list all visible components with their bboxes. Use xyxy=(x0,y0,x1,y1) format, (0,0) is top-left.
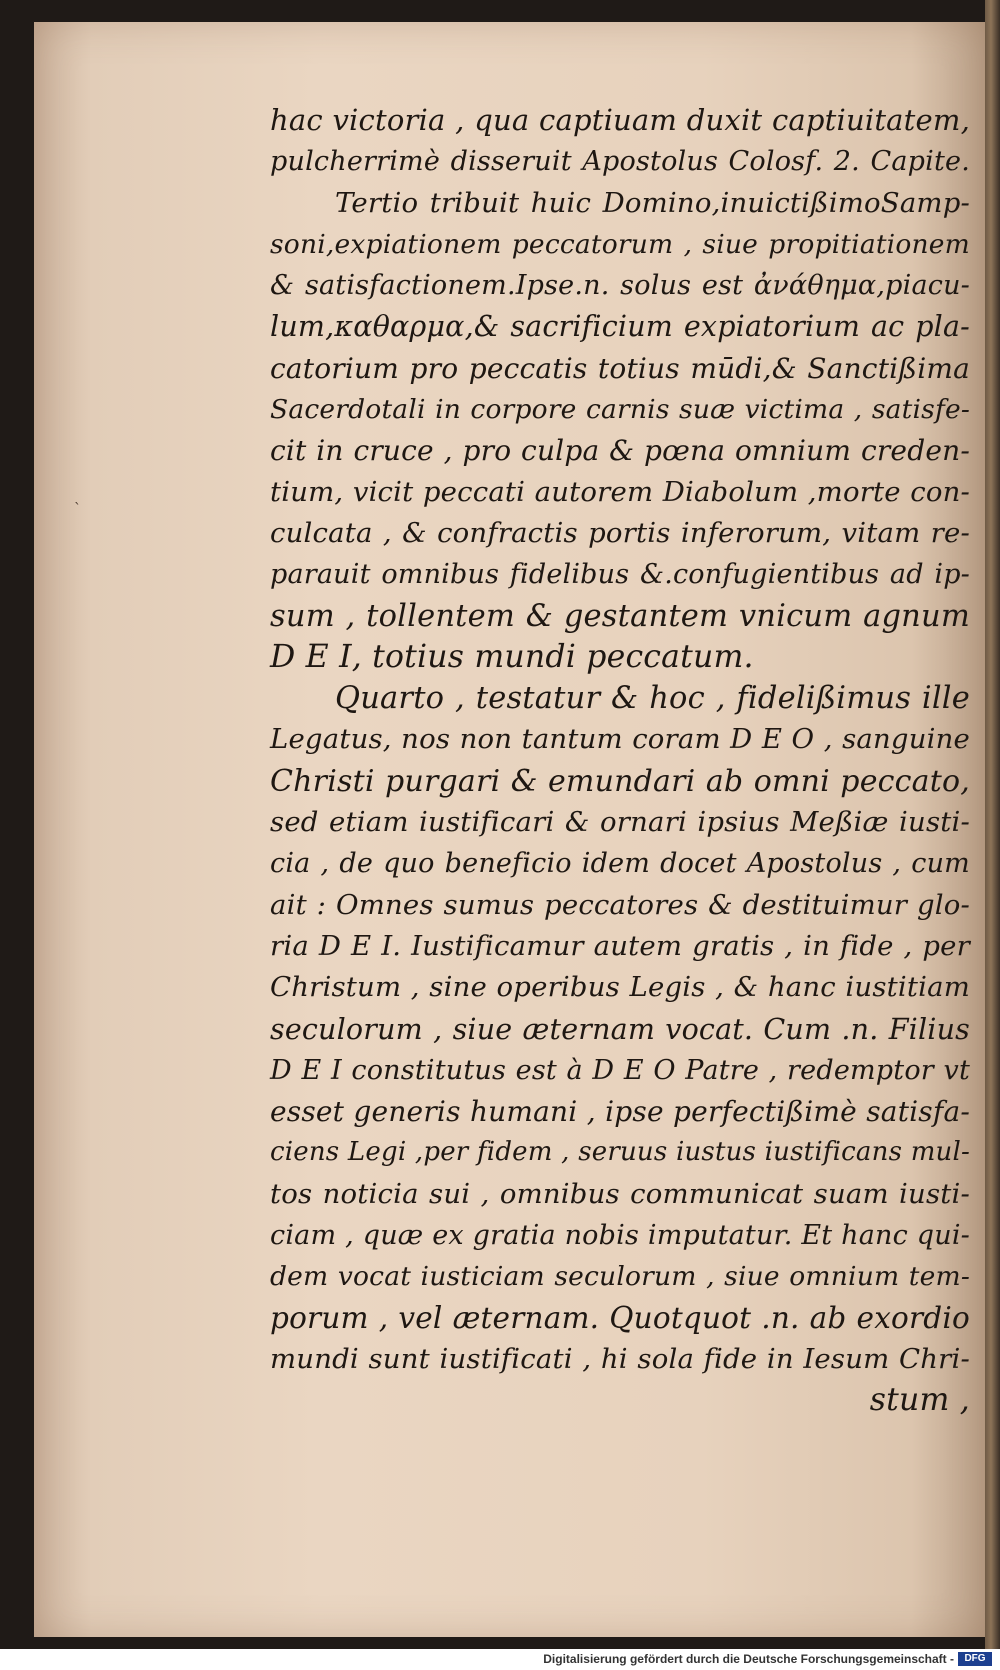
text-line: soni,expiationem peccatorum , siue propitiationem xyxy=(270,228,970,260)
text-line: mundi sunt iustificati , hi sola fide in Iesum Chri- xyxy=(270,1342,970,1375)
margin-mark: ˎ xyxy=(74,489,81,505)
text-line: ait : Omnes sumus peccatores & destituimur glo- xyxy=(270,888,970,921)
catchword: stum , xyxy=(869,1382,970,1419)
text-line: pulcherrimè disseruit Apostolus Colosf. 2. Capite. xyxy=(270,146,970,178)
text-line: D E I, totius mundi peccatum. xyxy=(270,638,754,675)
text-line: dem vocat iusticiam seculorum , siue omnium tem- xyxy=(270,1261,970,1293)
text-line: cia , de quo beneficio idem docet Apostolus , cum xyxy=(270,848,970,880)
text-line: & satisfactionem.Ipse.n. solus est ἀνάθημα,piacu- xyxy=(270,270,970,302)
dfg-logo-icon: DFG xyxy=(958,1652,992,1666)
text-line: esset generis humani , ipse perfectißimè satisfa- xyxy=(270,1095,970,1129)
digitization-footer xyxy=(0,1649,1000,1670)
text-line: catorium pro peccatis totius mūdi,& Sanctißima xyxy=(270,351,970,385)
text-line: sum , tollentem & gestantem vnicum agnum xyxy=(270,598,970,634)
text-line: culcata , & confractis portis inferorum, vitam re- xyxy=(270,516,970,549)
text-line: sed etiam iustificari & ornari ipsius Meßiæ iusti- xyxy=(270,806,970,839)
text-line: parauit omnibus fidelibus &.confugientibus ad ip- xyxy=(270,559,970,591)
text-line: ciens Legi ,per fidem , seruus iustus iustificans mul- xyxy=(270,1137,970,1168)
text-line: lum,καθαρμα,& sacrificium expiatorium ac pla- xyxy=(270,310,970,344)
text-line: Legatus, nos non tantum coram D E O , sanguine xyxy=(270,723,970,756)
text-line: tium, vicit peccati autorem Diabolum ,morte con- xyxy=(270,475,970,508)
text-line: D E I constitutus est à D E O Patre , redemptor vt xyxy=(270,1054,970,1086)
footer-credit: Digitalisierung gefördert durch die Deutsche Forschungsgemeinschaft - xyxy=(543,1652,954,1666)
text-line: porum , vel æternam. Quotquot .n. ab exordio xyxy=(270,1300,970,1335)
text-line: Quarto , testatur & hoc , fidelißimus ille xyxy=(335,681,970,717)
text-line: Sacerdotali in corpore carnis suæ victima , satisfe- xyxy=(270,394,970,426)
text-line: seculorum , siue æternam vocat. Cum .n. Filius xyxy=(270,1012,970,1046)
text-line: hac victoria , qua captiuam duxit captiuitatem, xyxy=(270,103,970,137)
text-line: cit in cruce , pro culpa & pœna omnium creden- xyxy=(270,434,970,468)
text-line: tos noticia sui , omnibus communicat suam iusti- xyxy=(270,1177,970,1210)
text-line: Tertio tribuit huic Domino,inuictißimoSamp- xyxy=(335,186,970,219)
text-line: Christum , sine operibus Legis , & hanc iustitiam xyxy=(270,971,970,1004)
text-line: ciam , quæ ex gratia nobis imputatur. Et hanc qui- xyxy=(270,1220,970,1252)
page-text xyxy=(270,100,970,1422)
page-edge xyxy=(985,0,1000,1650)
text-line: ria D E I. Iustificamur autem gratis , in fide , per xyxy=(270,929,970,962)
text-line: Christi purgari & emundari ab omni peccato, xyxy=(270,763,970,799)
